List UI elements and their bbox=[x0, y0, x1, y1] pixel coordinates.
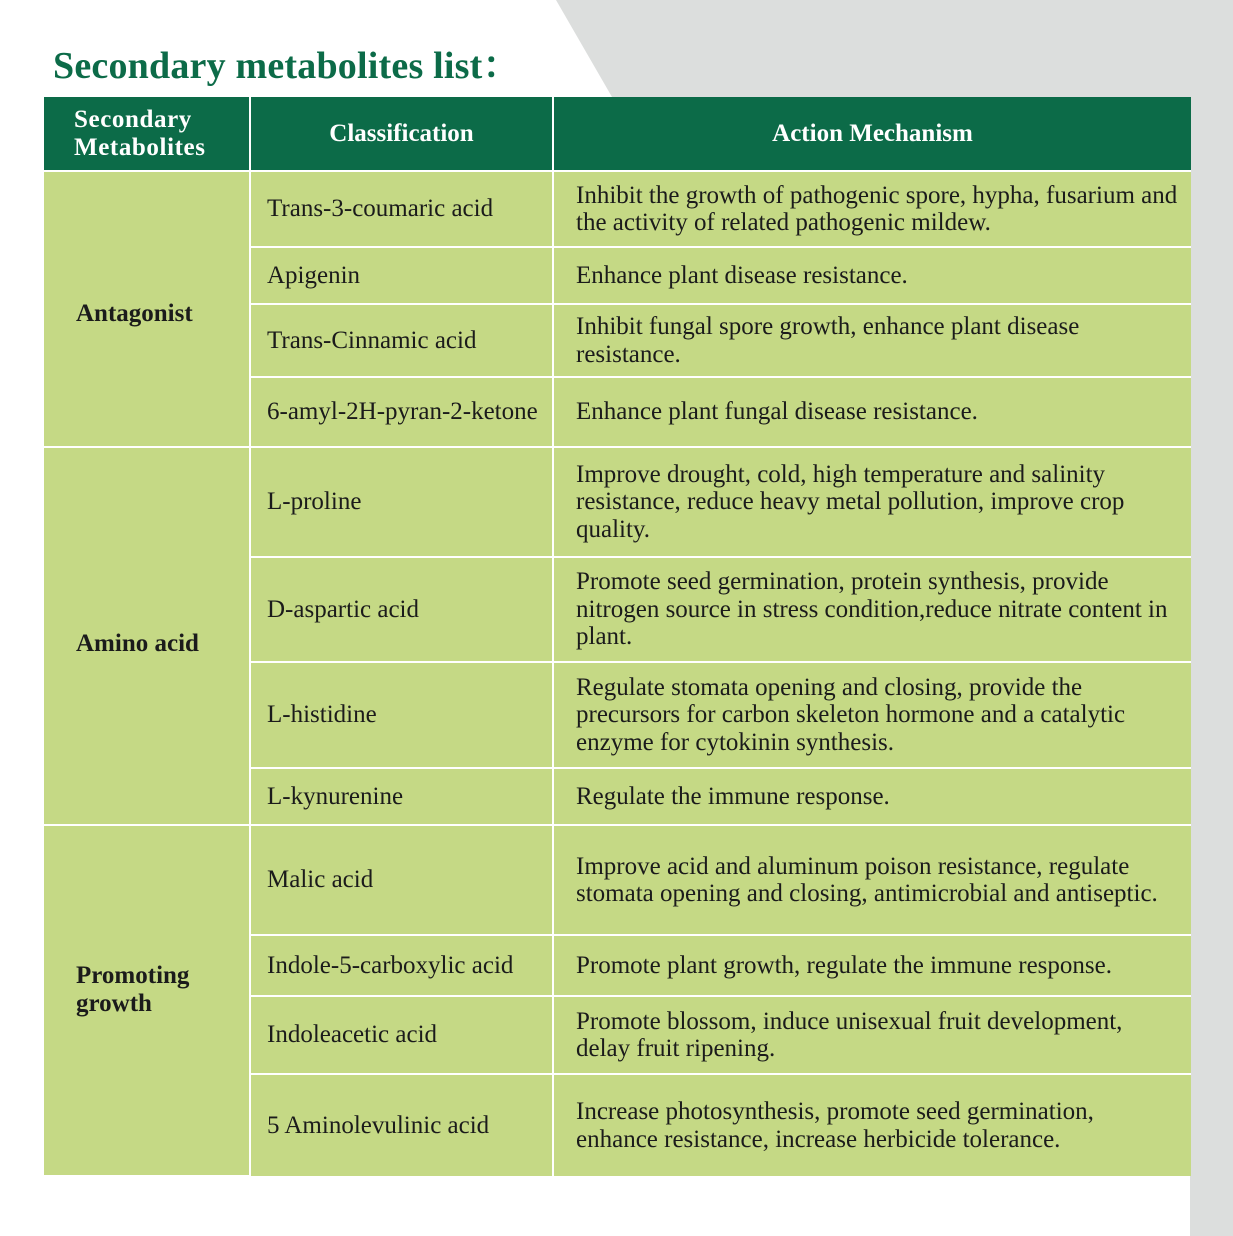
header-secondary-metabolites: Secondary Metabolites bbox=[44, 97, 250, 171]
classification-cell: Apigenin bbox=[250, 247, 553, 304]
action-cell: Regulate stomata opening and closing, provide the precursors for carbon skeleton hormone and a catalytic enzyme for cytokinin synthesis. bbox=[553, 662, 1191, 768]
classification-cell: L-kynurenine bbox=[250, 768, 553, 825]
table-header-row bbox=[44, 97, 1191, 171]
classification-cell: 5 Aminolevulinic acid bbox=[250, 1074, 553, 1176]
table-row bbox=[44, 447, 1191, 557]
table-row bbox=[44, 825, 1191, 935]
action-cell: Promote plant growth, regulate the immune response. bbox=[553, 935, 1191, 996]
classification-cell: D-aspartic acid bbox=[250, 557, 553, 662]
action-cell: Improve acid and aluminum poison resistance, regulate stomata opening and closing, antimicrobial and antiseptic. bbox=[553, 825, 1191, 935]
page-title: Secondary metabolites list： bbox=[53, 45, 521, 87]
action-cell: Increase photosynthesis, promote seed germination, enhance resistance, increase herbicide tolerance. bbox=[553, 1074, 1191, 1176]
classification-cell: Indole-5-carboxylic acid bbox=[250, 935, 553, 996]
table-row bbox=[44, 171, 1191, 247]
action-cell: Improve drought, cold, high temperature and salinity resistance, reduce heavy metal pollution, improve crop quality. bbox=[553, 447, 1191, 557]
group-label-text: Antagonist bbox=[76, 300, 193, 327]
classification-cell: 6-amyl-2H-pyran-2-ketone bbox=[250, 377, 553, 447]
group-label-promoting-growth bbox=[44, 825, 250, 1176]
header-classification: Classification bbox=[250, 97, 553, 171]
action-cell: Regulate the immune response. bbox=[553, 768, 1191, 825]
classification-cell: Malic acid bbox=[250, 825, 553, 935]
group-label-text: Promoting growth bbox=[76, 962, 190, 1017]
classification-cell: Trans-Cinnamic acid bbox=[250, 304, 553, 377]
group-label-amino-acid bbox=[44, 447, 250, 825]
classification-cell: Indoleacetic acid bbox=[250, 996, 553, 1074]
action-cell: Promote blossom, induce unisexual fruit development, delay fruit ripening. bbox=[553, 996, 1191, 1074]
action-cell: Inhibit the growth of pathogenic spore, hypha, fusarium and the activity of related pathogenic mildew. bbox=[553, 171, 1191, 247]
header-action-mechanism: Action Mechanism bbox=[553, 97, 1191, 171]
classification-cell: Trans-3-coumaric acid bbox=[250, 171, 553, 247]
action-cell: Promote seed germination, protein synthesis, provide nitrogen source in stress condition,reduce nitrate content in plant. bbox=[553, 557, 1191, 662]
action-cell: Inhibit fungal spore growth, enhance plant disease resistance. bbox=[553, 304, 1191, 377]
metabolites-table bbox=[44, 97, 1191, 1177]
action-cell: Enhance plant disease resistance. bbox=[553, 247, 1191, 304]
action-cell: Enhance plant fungal disease resistance. bbox=[553, 377, 1191, 447]
classification-cell: L-proline bbox=[250, 447, 553, 557]
group-label-text: Amino acid bbox=[76, 630, 199, 657]
group-label-antagonist bbox=[44, 171, 250, 447]
classification-cell: L-histidine bbox=[250, 662, 553, 768]
metabolites-table-container bbox=[44, 97, 1191, 1177]
